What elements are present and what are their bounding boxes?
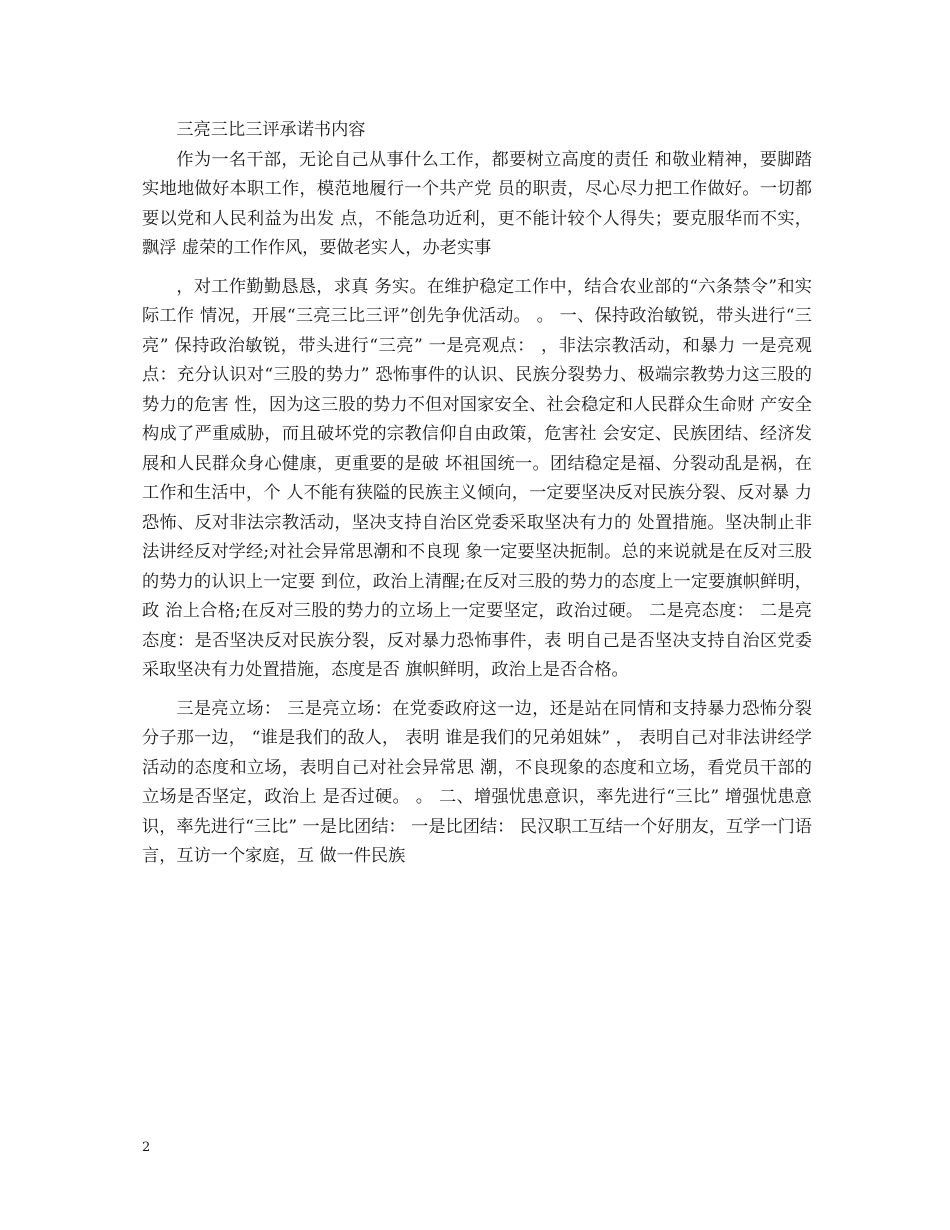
- paragraph-stance: 三是亮立场： 三是亮立场：在党委政府这一边，还是站在同情和支持暴力恐怖分裂分子那一边， “谁是我们的敌人， 表明 谁是我们的兄弟姐妹” ， 表明自己对非法讲经学活动的态度和立场，表明自己对社会异常思 潮，不良现象的态度和立场，看党员干部的立场是否坚定，政治上 是否过硬。 。 二、增强忧患意识，率先进行“三比” 增强忧患意识，率先进行“三比” 一是比团结： 一是比团结： 民汉职工互结一个好朋友，互学一门语言，互访一个家庭，互 做一件民族: [142, 698, 812, 866]
- document-title: 三亮三比三评承诺书内容: [176, 120, 366, 140]
- paragraph-intro: 作为一名干部，无论自己从事什么工作，都要树立高度的责任 和敬业精神，要脚踏实地地做好本职工作，模范地履行一个共产党 员的职责，尽心尽力把工作做好。一切都要以党和人民利益为出发 点，不能急功近利，更不能计较个人得失；要克服华而不实，飘浮 虚荣的工作作风，要做老实人，办老实事: [142, 149, 812, 258]
- document-body: [142, 116, 812, 872]
- paragraph-main: ，对工作勤勤恳恳，求真 务实。在维护稳定工作中，结合农业部的“六条禁令”和实际工作 情况，开展“三亮三比三评”创先争优活动。 。 一、保持政治敏锐，带头进行“三亮” 保持政治敏锐，带头进行“三亮” 一是亮观点： ，非法宗教活动，和暴力 一是亮观点：充分认识对“三股的势力” 恐怖事件的认识、民族分裂势力、极端宗教势力这三股的势力的危害 性，因为这三股的势力不但对国家安全、社会稳定和人民群众生命财 产安全构成了严重威胁，而且破坏党的宗教信仰自由政策，危害社 会安定、民族团结、经济发展和人民群众身心健康，更重要的是破 坏祖国统一。团结稳定是福、分裂动乱是祸，在工作和生活中，个 人不能有狭隘的民族主义倾向，一定要坚决反对民族分裂、反对暴 力恐怖、反对非法宗教活动，坚决支持自治区党委采取坚决有力的 处置措施。坚决制止非法讲经反对学经;对社会异常思潮和不良现 象一定要坚决扼制。总的来说就是在反对三股的势力的认识上一定要 到位，政治上清醒;在反对三股的势力的态度上一定要旗帜鲜明，政 治上合格;在反对三股的势力的立场上一定要坚定，政治过硬。 二是亮态度： 二是亮态度：是否坚决反对民族分裂，反对暴力恐怖事件，表 明自己是否坚决支持自治区党委采取坚决有力处置措施，态度是否 旗帜鲜明，政治上是否合格。: [142, 276, 812, 680]
- page-number: 2: [142, 1140, 151, 1155]
